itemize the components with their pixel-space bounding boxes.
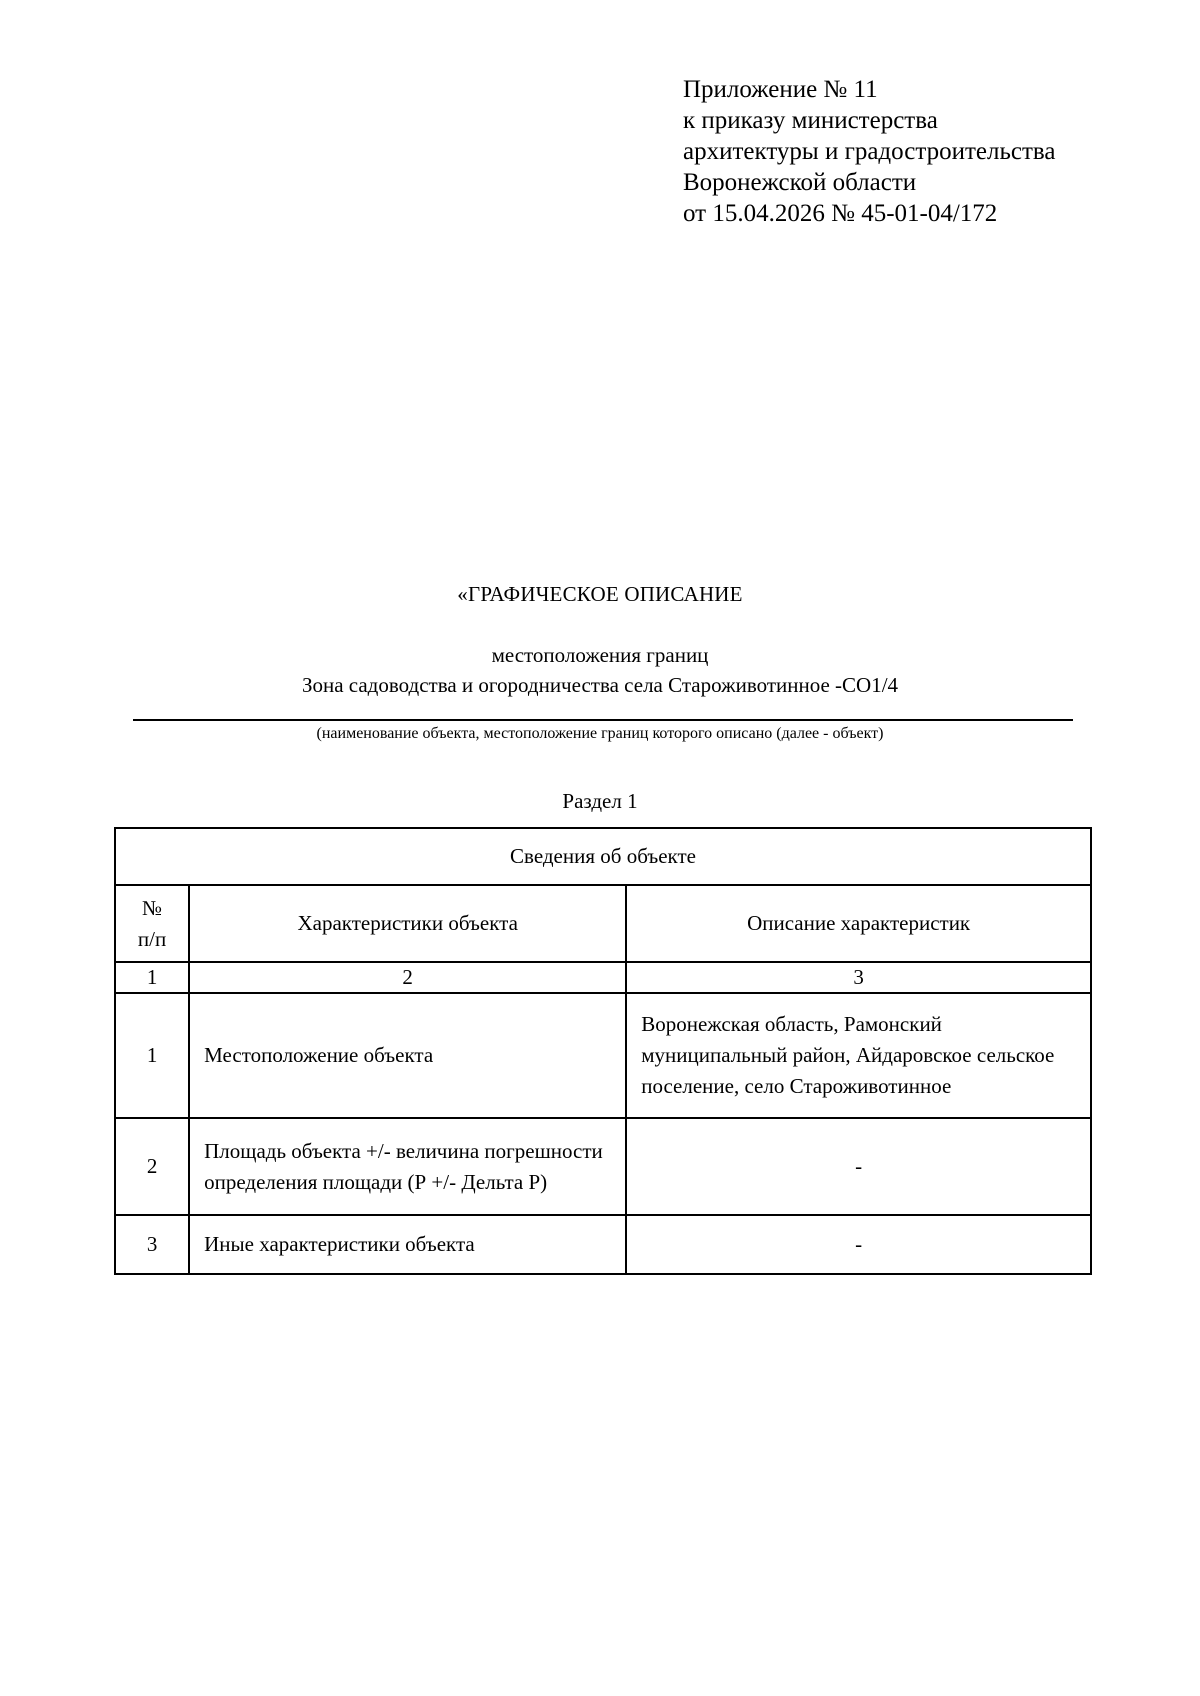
row-characteristic: Иные характеристики объекта [189, 1215, 626, 1274]
column-number: 1 [115, 962, 189, 993]
table-header-cell: Сведения об объекте [115, 828, 1091, 885]
object-name-underline [133, 719, 1073, 721]
appendix-line: Приложение № 11 [683, 76, 878, 103]
column-numbers-row [115, 962, 1091, 993]
appendix-line: Воронежской области [683, 169, 917, 196]
table-row [115, 993, 1091, 1118]
object-info-table [114, 827, 1092, 1275]
column-header-characteristic: Характеристики объекта [189, 885, 626, 962]
column-header-description: Описание характеристик [626, 885, 1091, 962]
table-row [115, 1118, 1091, 1215]
appendix-line: архитектуры и градостроительства [683, 138, 1056, 165]
row-description: - [626, 1118, 1091, 1215]
column-number: 2 [189, 962, 626, 993]
row-number: 2 [115, 1118, 189, 1215]
row-description: - [626, 1215, 1091, 1274]
subtitle-line: местоположения границ [491, 643, 709, 667]
document-title: «ГРАФИЧЕСКОЕ ОПИСАНИЕ [457, 582, 743, 606]
table-columns-row [115, 885, 1091, 962]
row-characteristic: Местоположение объекта [189, 993, 626, 1118]
column-number: 3 [626, 962, 1091, 993]
row-number: 3 [115, 1215, 189, 1274]
subtitle-object-name: Зона садоводства и огородничества села Староживотинное -СО1/4 [301, 673, 899, 697]
table-row [115, 1215, 1091, 1274]
section-heading: Раздел 1 [562, 789, 638, 813]
row-number: 1 [115, 993, 189, 1118]
appendix-block [683, 74, 1055, 229]
appendix-line: от 15.04.2026 № 45-01-04/172 [683, 200, 998, 227]
row-characteristic: Площадь объекта +/- величина погрешности определения площади (Р +/- Дельта Р) [189, 1118, 626, 1215]
column-header-number: № п/п [115, 885, 189, 962]
document-subtitle [0, 640, 1200, 700]
object-name-caption: (наименование объекта, местоположение границ которого описано (далее - объект) [316, 725, 884, 742]
table-header-row [115, 828, 1091, 885]
row-description: Воронежская область, Рамонский муниципальный район, Айдаровское сельское поселение, село Староживотинное [626, 993, 1091, 1118]
appendix-line: к приказу министерства [683, 107, 938, 134]
